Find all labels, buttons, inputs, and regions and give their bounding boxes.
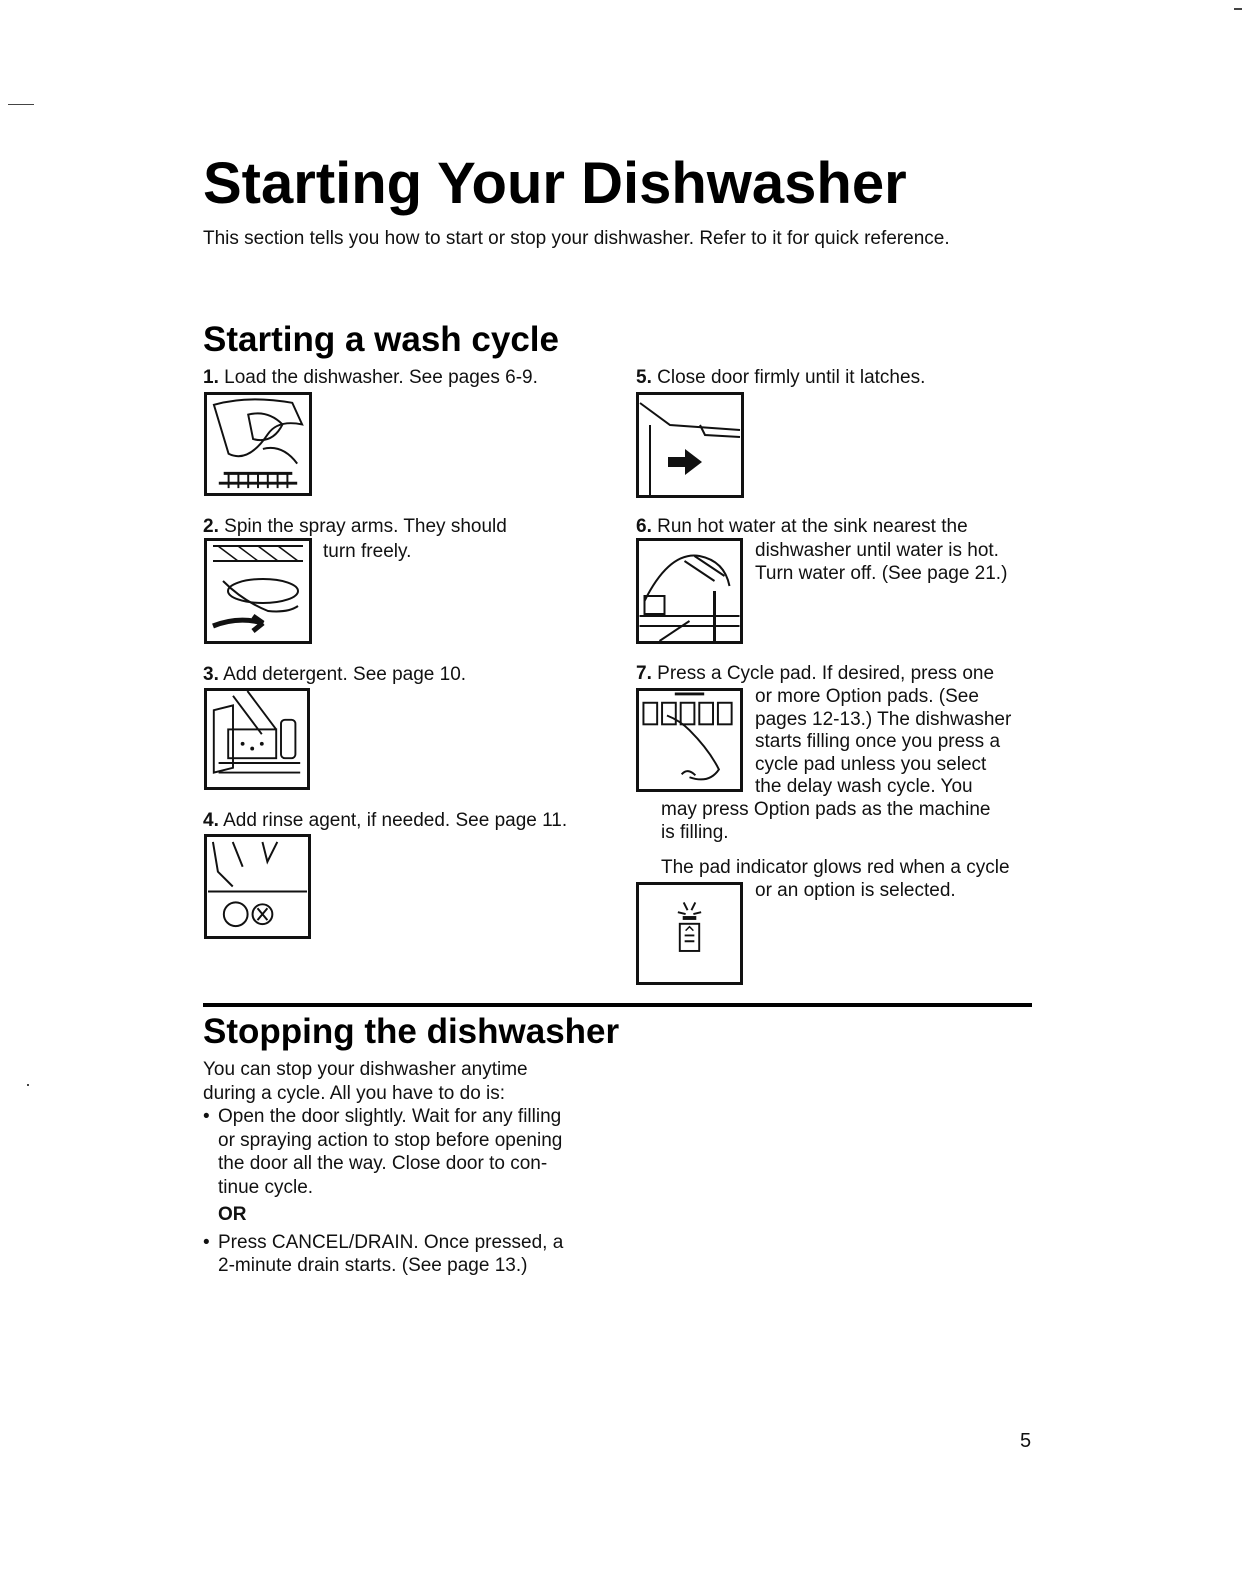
step-3 <box>203 663 466 686</box>
glowing-indicator-icon <box>636 882 743 985</box>
section-heading-starting: Starting a wash cycle <box>203 320 559 359</box>
step-6-line-2: dishwasher until water is hot. <box>755 540 999 561</box>
step-text: Run hot water at the sink nearest the <box>657 516 968 537</box>
step-number: 6. <box>636 516 652 537</box>
spin-spray-arm-icon <box>204 538 312 644</box>
step-number: 5. <box>636 367 652 388</box>
page-title: Starting Your Dishwasher <box>203 151 907 216</box>
text-line: is filling. <box>661 821 729 843</box>
stopping-body <box>203 1058 623 1278</box>
step-number: 2. <box>203 516 219 537</box>
indicator-note: The pad indicator glows red when a cycle <box>661 857 1010 878</box>
bullet-symbol: • <box>203 1106 210 1127</box>
step-2-continued: turn freely. <box>323 541 412 562</box>
section-divider <box>203 1003 1032 1007</box>
step-1 <box>203 366 538 389</box>
step-2 <box>203 515 507 538</box>
sink-faucet-icon <box>636 538 743 644</box>
loading-dishes-icon <box>204 392 312 496</box>
indicator-note-continued: or an option is selected. <box>755 880 956 901</box>
text-line: the delay wash cycle. You <box>755 776 973 797</box>
text-line: cycle pad unless you select <box>755 753 987 775</box>
step-text: Add detergent. See page 10. <box>223 664 467 685</box>
step-number: 1. <box>203 367 219 388</box>
text-line: or spraying action to stop before opening <box>218 1129 563 1151</box>
scan-speck <box>27 1084 29 1086</box>
step-number: 7. <box>636 663 652 684</box>
rinse-agent-icon <box>204 834 311 939</box>
text-line: or more Option pads. (See <box>755 686 979 707</box>
text-line: 2-minute drain starts. (See page 13.) <box>218 1255 528 1276</box>
bullet-cancel-drain <box>203 1231 623 1278</box>
text-line: Press CANCEL/DRAIN. Once pressed, a <box>218 1231 564 1253</box>
text-line: during a cycle. All you have to do is: <box>203 1082 506 1104</box>
step-5 <box>636 366 925 389</box>
scan-speck <box>1234 8 1242 10</box>
section-heading-stopping: Stopping the dishwasher <box>203 1012 620 1051</box>
step-text: Spin the spray arms. They should <box>224 516 507 537</box>
step-4 <box>203 809 567 832</box>
bullet-open-door <box>203 1105 623 1199</box>
step-number: 4. <box>203 810 219 831</box>
bullet-symbol: • <box>203 1231 210 1253</box>
step-7-tail-text <box>661 799 1041 844</box>
text-line: pages 12-13.) The dishwasher <box>755 708 1012 730</box>
text-line: starts filling once you press a <box>755 731 1001 752</box>
step-number: 3. <box>203 664 219 685</box>
scan-speck <box>8 104 34 105</box>
step-6 <box>636 515 968 538</box>
text-line: may press Option pads as the machine <box>661 799 991 820</box>
press-cycle-pad-icon <box>636 688 743 792</box>
step-6-line-3: Turn water off. (See page 21.) <box>755 563 1008 584</box>
text-line: You can stop your dishwasher anytime <box>203 1059 528 1080</box>
text-line: the door all the way. Close door to con- <box>218 1153 548 1174</box>
step-7-wrapped-text <box>755 686 1045 799</box>
step-text: Press a Cycle pad. If desired, press one <box>657 663 995 684</box>
step-7 <box>636 662 994 685</box>
text-line: tinue cycle. <box>218 1176 314 1198</box>
step-text: Add rinse agent, if needed. See page 11. <box>223 810 568 831</box>
step-text: Close door firmly until it latches. <box>657 367 926 388</box>
page-number: 5 <box>1020 1430 1032 1452</box>
detergent-dispenser-icon <box>204 688 310 790</box>
or-label: OR <box>218 1204 247 1225</box>
close-door-icon <box>636 392 744 498</box>
text-line: Open the door slightly. Wait for any filling <box>218 1106 562 1127</box>
step-text: Load the dishwasher. See pages 6-9. <box>224 367 538 388</box>
intro-text: This section tells you how to start or stop your dishwasher. Refer to it for quick reference. <box>203 228 950 249</box>
